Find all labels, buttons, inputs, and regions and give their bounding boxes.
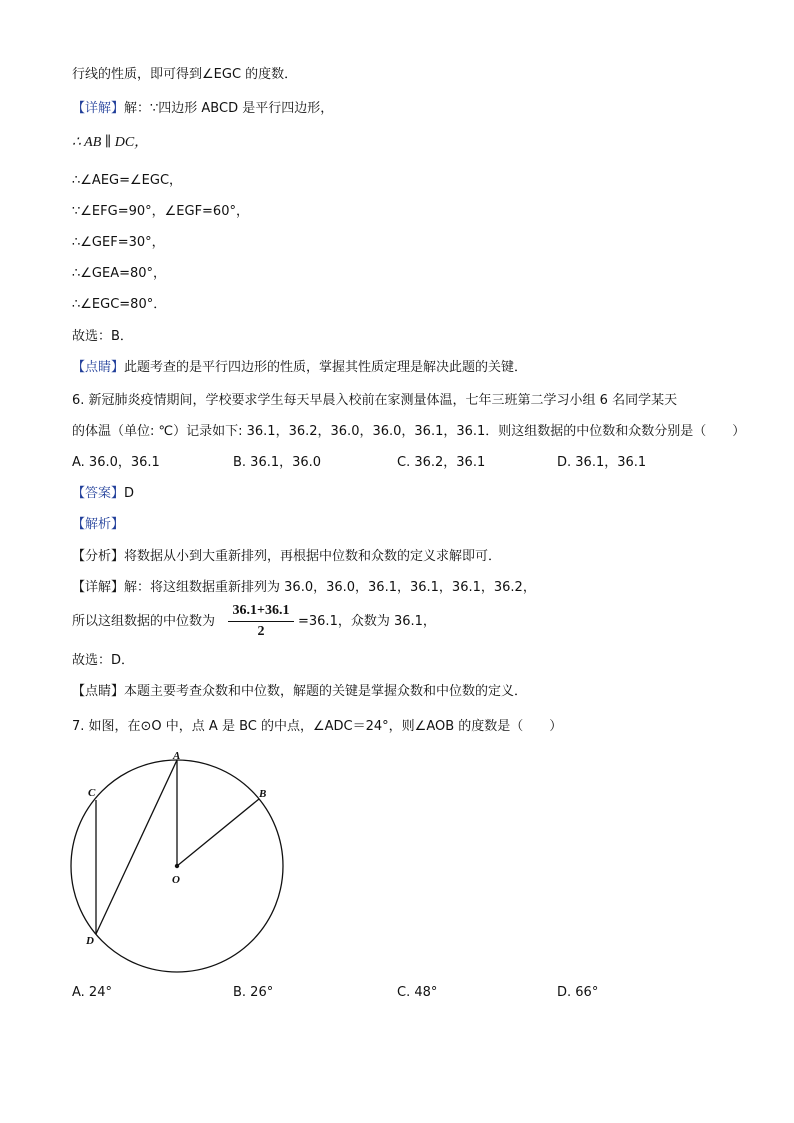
segment-ob: [177, 799, 259, 866]
median-prefix: 所以这组数据的中位数为: [72, 614, 216, 629]
detail-line: [72, 579, 536, 597]
analysis-line: [72, 548, 501, 566]
q6-option-b: B. 36.1，36.0: [233, 455, 322, 470]
center-point: [175, 864, 179, 868]
math-line: ∴∠GEA=80°，: [72, 266, 167, 281]
xiangjie-text: 解：将这组数据重新排列为 36.0，36.0，36.1，36.1，36.1，36.2，: [124, 580, 536, 595]
insight-line: [72, 683, 527, 701]
fraction-bar: [228, 621, 294, 622]
text-line: [72, 100, 333, 118]
choice-line: 故选：B．: [72, 329, 133, 344]
label-b: B: [259, 788, 267, 800]
circle-figure: [60, 745, 300, 985]
question-6-line-1: 6. 新冠肺炎疫情期间，学校要求学生每天早晨入校前在家测量体温，七年三班第二学习小组 6 名同学某天: [72, 393, 678, 408]
q6-option-c: C. 36.2，36.1: [397, 455, 486, 470]
insight-text: 此题考查的是平行四边形的性质，掌握其性质定理是解决此题的关键．: [124, 360, 528, 375]
q7-option-a: A. 24°: [72, 985, 112, 1000]
text-line: [72, 359, 527, 377]
q7-option-b: B. 26°: [233, 985, 274, 1000]
label-d: D: [86, 935, 94, 947]
choice-line: 故选：D．: [72, 653, 135, 668]
q7-option-c: C. 48°: [397, 985, 438, 1000]
math-line: ∴∠EGC=80°．: [72, 297, 167, 312]
label-c: C: [88, 787, 96, 799]
median-suffix: =36.1，众数为 36.1，: [298, 614, 436, 629]
detail-mark: 【详解】: [72, 101, 125, 116]
answer-mark: 【答案】: [72, 486, 125, 501]
question-7-stem: 7. 如图，在⊙O 中，点 A 是 BC 的中点，∠ADC＝24°，则∠AOB 的度数是（ ）: [72, 719, 563, 734]
fraction-denominator: 2: [257, 624, 265, 639]
answer-value: D: [124, 486, 135, 501]
dianjing-text: 本题主要考查众数和中位数，解题的关键是掌握众数和中位数的定义．: [124, 684, 528, 699]
answer-line: [72, 485, 134, 503]
fraction-numerator: 36.1+36.1: [232, 603, 290, 618]
analysis-mark: 【解析】: [72, 517, 125, 532]
fenxi-mark: 【分析】: [72, 549, 125, 564]
question-6-line-2: 的体温（单位: ℃）记录如下: 36.1，36.2，36.0，36.0，36.1，36.1．则这组数据的中位数和众数分别是（ ）: [72, 424, 746, 439]
label-o: O: [172, 874, 180, 886]
median-fraction: [228, 602, 294, 641]
dianjing-mark: 【点睛】: [72, 684, 125, 699]
math-line: ∴∠GEF=30°，: [72, 235, 165, 250]
q6-option-a: A. 36.0，36.1: [72, 455, 160, 470]
q7-option-d: D. 66°: [557, 985, 599, 1000]
label-a: A: [173, 750, 181, 762]
q6-option-d: D. 36.1，36.1: [557, 455, 647, 470]
detail-text: 解：∵四边形 ABCD 是平行四边形，: [124, 101, 334, 116]
math-line: ∴ AB ∥ DC，: [72, 135, 149, 150]
fenxi-text: 将数据从小到大重新排列，再根据中位数和众数的定义求解即可．: [124, 549, 502, 564]
xiangjie-mark: 【详解】: [72, 580, 125, 595]
text-line: 行线的性质，即可得到∠EGC 的度数．: [72, 67, 298, 82]
insight-mark: 【点睛】: [72, 360, 125, 375]
math-line: ∴∠AEG=∠EGC，: [72, 173, 183, 188]
math-line: ∵∠EFG=90°，∠EGF=60°，: [72, 204, 249, 219]
